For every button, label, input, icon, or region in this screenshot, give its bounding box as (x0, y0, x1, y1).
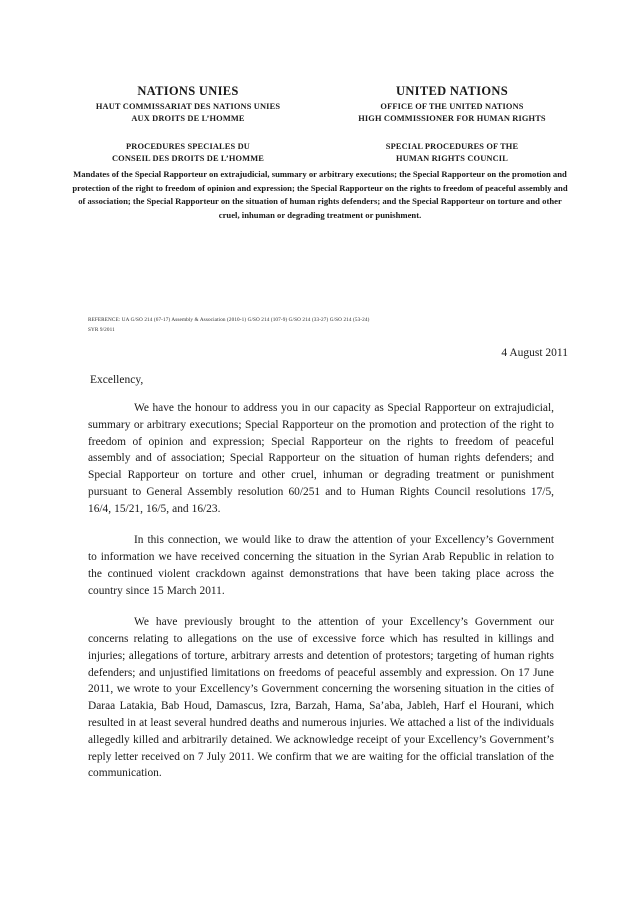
special-procedures-french-line1: PROCEDURES SPECIALES DU (126, 141, 250, 151)
office-name-french-line2: AUX DROITS DE L’HOMME (131, 113, 245, 123)
reference-case-number: SYR 9/2011 (88, 326, 115, 333)
office-name-french (64, 101, 312, 125)
reference-codes: REFERENCE: UA G/SO 214 (67-17) Assembly & Association (2010-1) G/SO 214 (107-9) G/SO 214 (33-27) G/SO 214 (53-24) (88, 317, 370, 323)
office-name-english-line1: OFFICE OF THE UNITED NATIONS (380, 101, 524, 111)
body-paragraph: We have the honour to address you in our capacity as Special Rapporteur on extrajudicial, summary or arbitrary executions; Special Rapporteur on the promotion and protection of the right to freedom of opinion and expression; Special Rapporteur on the rights to freedom of peaceful assembly and of association; Special Rapporteur on the situation of human rights defenders; and Special Rapporteur on torture and other cruel, inhuman or degrading treatment or punishment pursuant to General Assembly resolution 60/251 and to Human Rights Council resolutions 17/5, 16/4, 15/21, 16/5, and 16/23. (88, 402, 554, 515)
body-paragraph: We have previously brought to the attention of your Excellency’s Government our concerns relating to allegations on the use of excessive force which has resulted in killings and injuries; allegations of torture, arbitrary arrests and detention of protestors; targeting of human rights defenders; and unjustified limitations on freedoms of peaceful assembly and expression. On 17 June 2011, we wrote to your Excellency’s Government concerning the worsening situation in the cities of Daraa Latakia, Bab Houd, Damascus, Izra, Barzah, Hama, Sa’aba, Jableh, Harf el Hourani, which resulted in at least several hundred deaths and numerous injuries. We attached a list of the individuals allegedly killed and arbitrarily detained. We acknowledge receipt of your Excellency’s Government’s reply letter received on 7 July 2011. We confirm that we are waiting for the official translation of the communication. (88, 616, 554, 780)
letterhead (64, 84, 576, 164)
organization-name-english: UNITED NATIONS (396, 84, 508, 98)
letter-date: 4 August 2011 (501, 347, 568, 359)
salutation: Excellency, (90, 374, 144, 386)
special-procedures-french-line2: CONSEIL DES DROITS DE L’HOMME (111, 153, 265, 163)
special-procedures-french (64, 141, 312, 165)
office-name-english (328, 101, 576, 125)
special-procedures-english-line2: HUMAN RIGHTS COUNCIL (396, 153, 508, 163)
letterhead-right-english (328, 84, 576, 164)
mandates-statement: Mandates of the Special Rapporteur on extrajudicial, summary or arbitrary executions; the Special Rapporteur on the promotion and protection of the right to freedom of opinion and expression; the Special Rapporteur on the rights to freedom of peaceful assembly and of association; the Special Rapporteur on the situation of human rights defenders; and the Special Rapporteur on torture and other cruel, inhuman or degrading treatment or punishment. (72, 169, 568, 220)
body-paragraph: In this connection, we would like to draw the attention of your Excellency’s Government to information we have received concerning the situation in the Syrian Arab Republic in relation to the continued violent crackdown against demonstrations that have been taking place across the country since 15 March 2011. (88, 534, 554, 597)
organization-name-french: NATIONS UNIES (137, 84, 239, 98)
letterhead-left-french (64, 84, 312, 164)
office-name-english-line2: HIGH COMMISSIONER FOR HUMAN RIGHTS (358, 113, 546, 123)
letter-body (88, 400, 554, 782)
special-procedures-english (328, 141, 576, 165)
reference-block (88, 316, 548, 335)
office-name-french-line1: HAUT COMMISSARIAT DES NATIONS UNIES (95, 101, 281, 111)
special-procedures-english-line1: SPECIAL PROCEDURES OF THE (385, 141, 519, 151)
